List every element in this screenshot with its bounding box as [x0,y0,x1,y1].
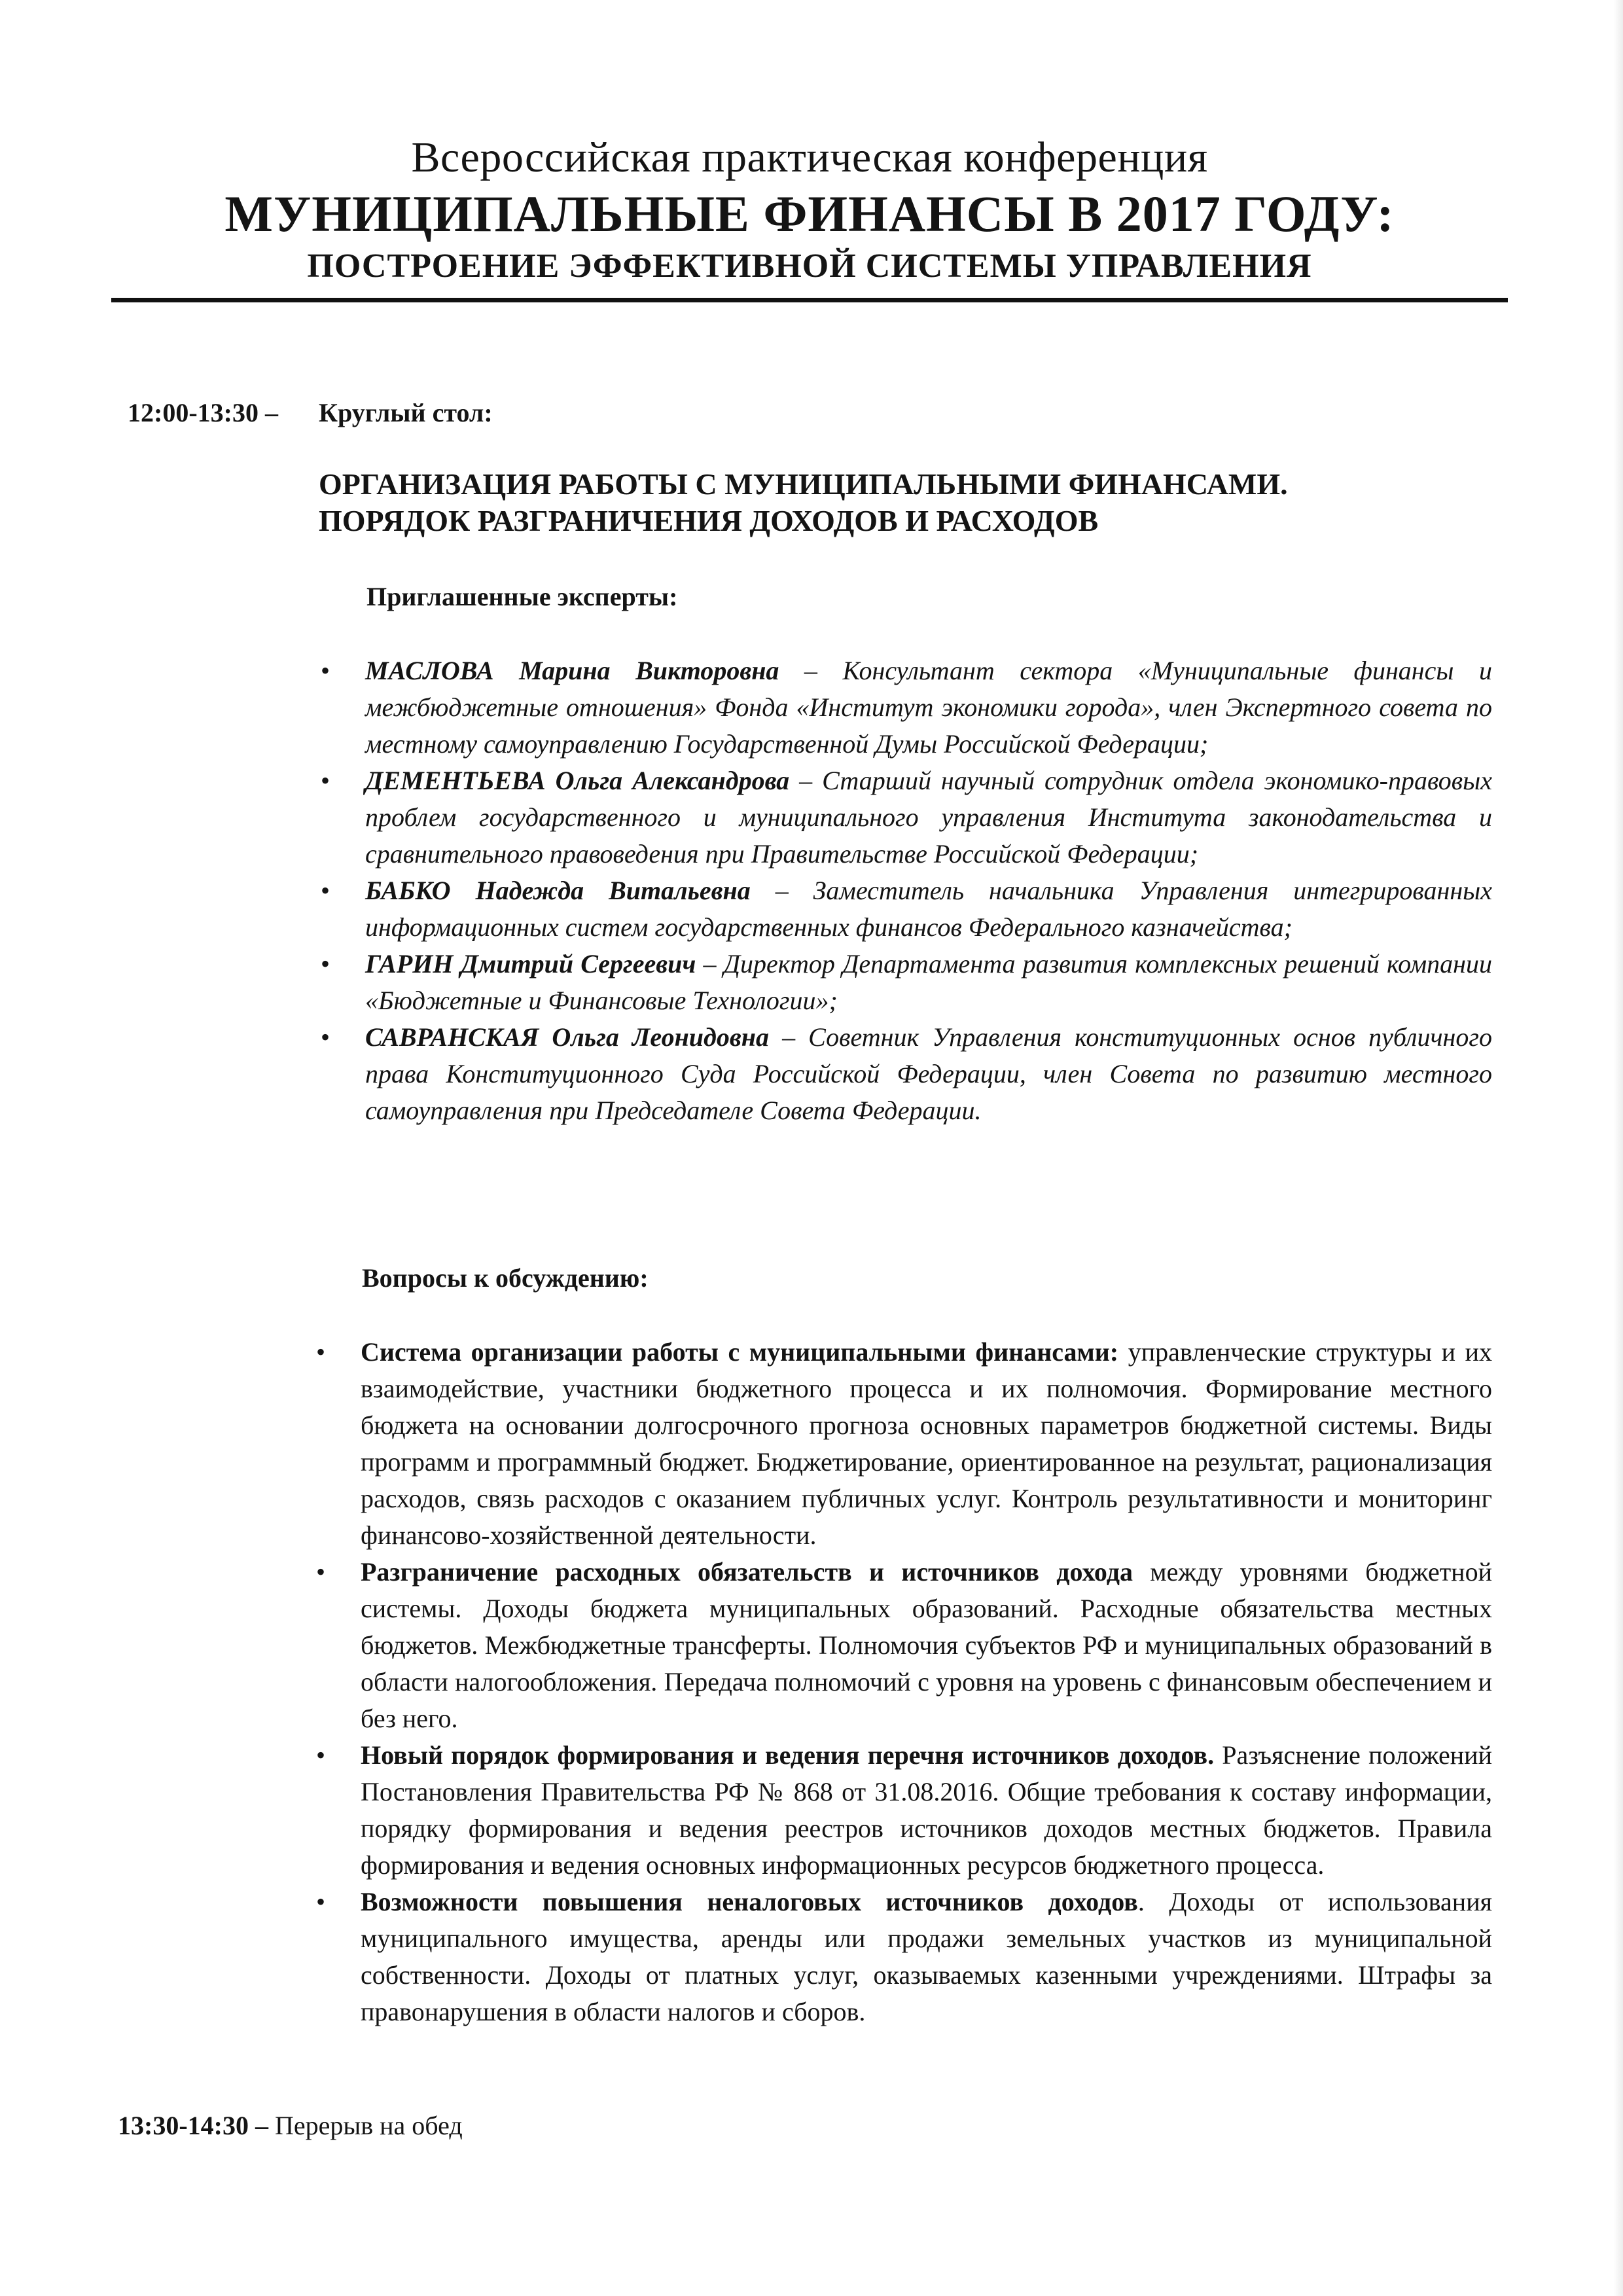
conference-name: Всероссийская практическая конференция [411,134,1208,181]
list-item [316,1334,1492,1554]
list-item [321,872,1493,946]
bullet-icon: • [316,1887,326,1916]
lunch-time: 13:30-14:30 – [118,2111,268,2140]
expert-description: – Заместитель начальника Управления интегрированных информационных систем государственных финансов Федерального казначейства; [365,876,1493,942]
lunch-label: Перерыв на обед [274,2111,463,2140]
session-title-line-2: ПОРЯДОК РАЗГРАНИЧЕНИЯ ДОХОДОВ И РАСХОДОВ [319,504,1099,537]
scan-edge [1614,0,1623,2296]
topic-title: Возможности повышения неналоговых источников доходов [361,1887,1138,1916]
session-time: 12:00-13:30 – [128,398,278,427]
bullet-icon: • [316,1557,326,1587]
list-item [321,653,1492,762]
bullet-icon: • [321,656,330,685]
list-item [316,1737,1492,1884]
bullet-icon: • [321,1022,330,1052]
bullet-icon: • [321,949,330,978]
list-item [316,1554,1492,1737]
topic-text: управленческие структуры и их взаимодействие, участники бюджетного процесса и их полномочия. Формирование местного бюджета на основании долгосрочного прогноза основных параметров бюджетной системы. Виды программ и программный бюджет. Бюджетирование, ориентированное на результат, рационализация расходов, связь расходов с оказанием публичных услуг. Контроль результативности и мониторинг финансово-хозяйственной деятельности. [361,1337,1492,1550]
expert-description: – Советник Управления конституционных основ публичного права Конституционного Суда Российской Федерации, член Совета по развитию местного самоуправления при Председателе Совета Федерации. [365,1022,1493,1125]
conference-header [111,131,1508,289]
bullet-icon: • [321,766,330,795]
topic-title: Система организации работы с муниципальными финансами: [361,1337,1119,1367]
conference-title: МУНИЦИПАЛЬНЫЕ ФИНАНСЫ В 2017 ГОДУ: [224,185,1395,242]
header-divider [111,298,1508,302]
list-item [316,1884,1492,2030]
expert-name: ГАРИН Дмитрий Сергеевич [365,949,696,978]
topics-heading: Вопросы к обсуждению: [362,1263,649,1293]
expert-description: – Старший научный сотрудник отдела экономико-правовых проблем государственного и муниципального управления Института законодательства и сравнительного правоведения при Правительстве Российской Федерации; [365,766,1493,869]
expert-name: ДЕМЕНТЬЕВА Ольга Александрова [365,766,790,795]
session-title-line-1: ОРГАНИЗАЦИЯ РАБОТЫ С МУНИЦИПАЛЬНЫМИ ФИНАНСАМИ. [319,467,1288,501]
topic-title: Новый порядок формирования и ведения перечня источников доходов. [361,1740,1215,1770]
lunch-slot [118,2108,463,2144]
topic-title: Разграничение расходных обязательств и источников дохода [361,1557,1133,1587]
list-item [321,762,1493,872]
bullet-icon: • [321,876,330,905]
conference-subtitle: ПОСТРОЕНИЕ ЭФФЕКТИВНОЙ СИСТЕМЫ УПРАВЛЕНИЯ [307,247,1312,285]
list-item [321,1019,1493,1129]
experts-heading: Приглашенные эксперты: [366,582,678,611]
topics-list [316,1334,1492,2030]
bullet-icon: • [316,1740,326,1770]
topic-text: между уровнями бюджетной системы. Доходы бюджета муниципальных образований. Расходные обязательства местных бюджетов. Межбюджетные трансферты. Полномочия субъектов РФ и муниципальных образований в области налогообложения. Передача полномочий с уровня на уровень с финансовым обеспечением и без него. [361,1557,1492,1733]
expert-name: МАСЛОВА Марина Викторовна [365,656,779,685]
expert-name: БАБКО Надежда Витальевна [365,876,751,905]
session-format: Круглый стол: [319,398,493,427]
expert-description: – Консультант сектора «Муниципальные финансы и межбюджетные отношения» Фонда «Институт экономики города», член Экспертного совета по местному самоуправлению Государственной Думы Российской Федерации; [365,656,1492,759]
experts-list [321,653,1493,1129]
topic-text: Разъяснение положений Постановления Правительства РФ № 868 от 31.08.2016. Общие требования к составу информации, порядку формирования и ведения реестров источников доходов местных бюджетов. Правила формирования и ведения основных информационных ресурсов бюджетного процесса. [361,1740,1492,1880]
expert-description: – Директор Департамента развития комплексных решений компании «Бюджетные и Финансовые Технологии»; [365,949,1492,1015]
bullet-icon: • [316,1337,326,1367]
list-item [321,946,1492,1019]
topic-text: . Доходы от использования муниципального имущества, аренды или продажи земельных участков из муниципальной собственности. Доходы от платных услуг, оказываемых казенными учреждениями. Штрафы за правонарушения в области налогов и сборов. [361,1887,1492,2026]
expert-name: САВРАНСКАЯ Ольга Леонидовна [365,1022,769,1052]
session-title [319,466,1288,539]
